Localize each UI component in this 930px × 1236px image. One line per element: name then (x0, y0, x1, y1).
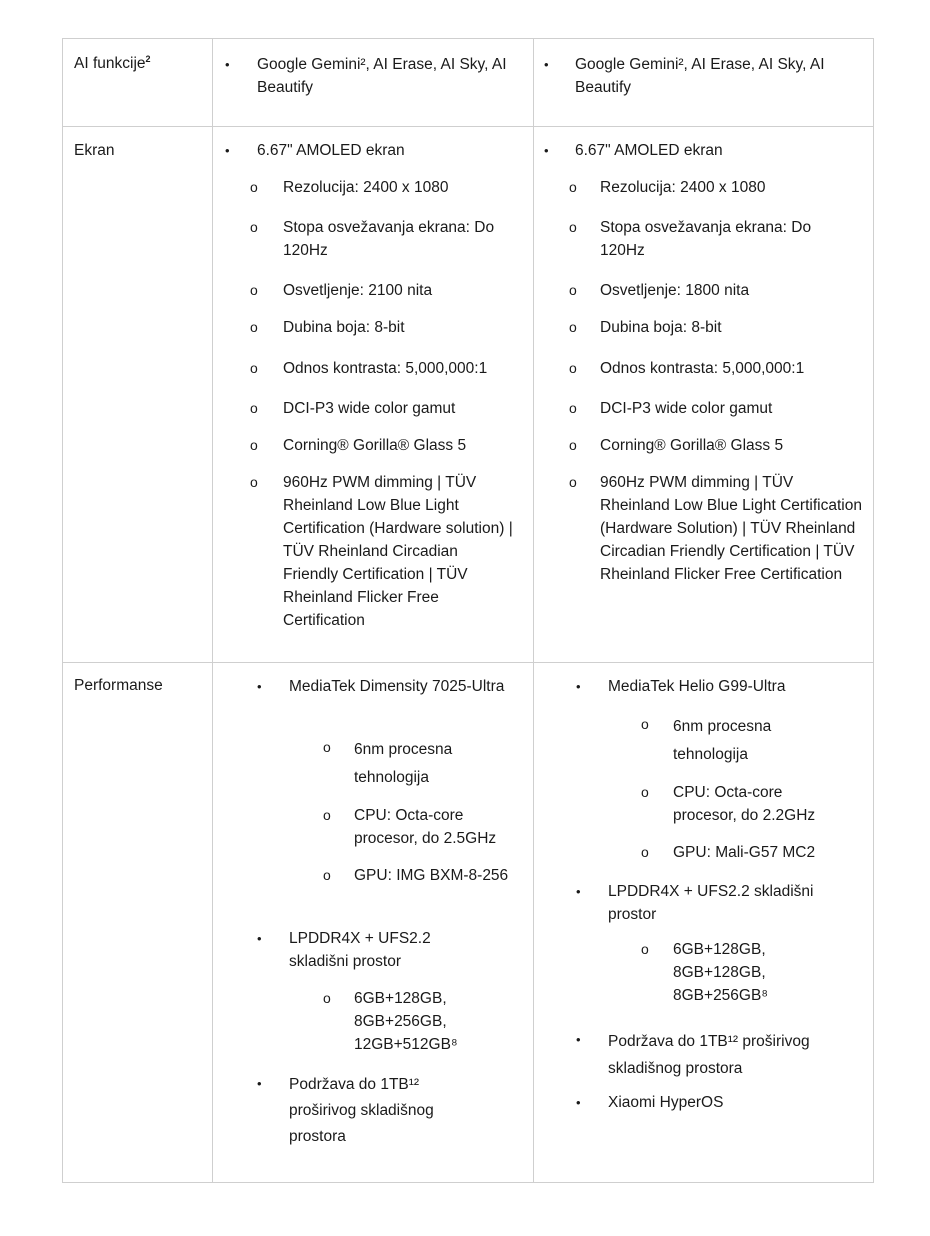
sub-bullet-icon: o (569, 437, 577, 453)
chipset: MediaTek Helio G99-Ultra (608, 678, 786, 695)
sub-bullet-icon: o (641, 941, 649, 957)
label-superscript: 2 (145, 54, 151, 64)
sub-bullet-icon: o (250, 282, 258, 298)
memory: LPDDR4X + UFS2.2 skladišni prostor (608, 883, 814, 923)
display-spec: Corning® Gorilla® Glass 5 (600, 437, 784, 454)
display-main: 6.67" AMOLED ekran (575, 142, 723, 159)
left-cell (213, 39, 534, 127)
display-spec: DCI-P3 wide color gamut (283, 400, 456, 417)
sub-bullet-icon: o (641, 844, 649, 860)
memory-options: 6GB+128GB, 8GB+128GB, 8GB+256GB⁸ (673, 941, 768, 1004)
bullet-icon: • (544, 57, 549, 72)
row-display (63, 127, 874, 663)
storage-expansion: Podržava do 1TB¹² proširivog skladišnog prostora (608, 1033, 810, 1077)
sub-bullet-icon: o (569, 400, 577, 416)
sub-bullet-icon: o (250, 400, 258, 416)
operating-system: Xiaomi HyperOS (608, 1094, 724, 1111)
left-cell (213, 127, 534, 663)
row-label-cell (63, 127, 213, 663)
sub-bullet-icon: o (569, 474, 577, 490)
sub-bullet-icon: o (250, 219, 258, 235)
sub-bullet-icon: o (569, 219, 577, 235)
chipset-spec: CPU: Octa-core procesor, do 2.5GHz (354, 807, 497, 847)
bullet-icon: • (257, 931, 262, 946)
row-label: Performanse (74, 677, 163, 694)
bullet-icon: • (576, 1095, 581, 1110)
sub-bullet-icon: o (250, 179, 258, 195)
display-spec: Rezolucija: 2400 x 1080 (600, 179, 766, 196)
sub-bullet-icon: o (250, 437, 258, 453)
sub-bullet-icon: o (250, 474, 258, 490)
bullet-icon: • (576, 1032, 581, 1047)
display-spec: Osvetljenje: 1800 nita (600, 282, 750, 299)
display-spec: Odnos kontrasta: 5,000,000:1 (283, 360, 488, 377)
display-spec: Osvetljenje: 2100 nita (283, 282, 433, 299)
display-spec: Odnos kontrasta: 5,000,000:1 (600, 360, 805, 377)
sub-bullet-icon: o (250, 319, 258, 335)
display-spec: Dubina boja: 8-bit (600, 319, 722, 336)
chipset: MediaTek Dimensity 7025-Ultra (289, 678, 505, 695)
display-spec: Stopa osvežavanja ekrana: Do 120Hz (600, 219, 812, 259)
chipset-spec: CPU: Octa-core procesor, do 2.2GHz (673, 784, 816, 824)
sub-bullet-icon: o (323, 867, 331, 883)
sub-bullet-icon: o (641, 784, 649, 800)
chipset-spec: GPU: IMG BXM-8-256 (354, 867, 509, 884)
bullet-icon: • (576, 679, 581, 694)
chipset-spec: 6nm procesna tehnologija (354, 741, 453, 786)
sub-bullet-icon: o (250, 360, 258, 376)
sub-bullet-icon: o (569, 319, 577, 335)
storage-expansion: Podržava do 1TB¹² proširivog skladišnog prostora (289, 1076, 434, 1145)
chipset-spec: GPU: Mali-G57 MC2 (673, 844, 816, 861)
ai-features-text: Google Gemini², AI Erase, AI Sky, AI Beautify (575, 56, 825, 96)
memory: LPDDR4X + UFS2.2 skladišni prostor (289, 930, 431, 970)
display-spec: 960Hz PWM dimming | TÜV Rheinland Low Blue Light Certification (Hardware solution) | TÜV Rheinland Circadian Friendly Certification | TÜV Rheinland Flicker Free Certification (283, 474, 513, 629)
row-performance (63, 663, 874, 1183)
chipset-spec: 6nm procesna tehnologija (673, 718, 772, 763)
display-spec: Dubina boja: 8-bit (283, 319, 405, 336)
memory-options: 6GB+128GB, 8GB+256GB, 12GB+512GB⁸ (354, 990, 458, 1053)
row-ai-features (63, 39, 874, 127)
bullet-icon: • (225, 57, 230, 72)
bullet-icon: • (576, 884, 581, 899)
display-spec: 960Hz PWM dimming | TÜV Rheinland Low Blue Light Certification (Hardware Solution) | TÜV Rheinland Circadian Friendly Certification | TÜV Rheinland Flicker Free Certification (600, 474, 862, 583)
sub-bullet-icon: o (323, 739, 331, 755)
right-cell (534, 39, 874, 127)
left-cell (213, 663, 534, 1183)
bullet-icon: • (225, 143, 230, 158)
bullet-icon: • (257, 1076, 262, 1091)
display-main: 6.67" AMOLED ekran (257, 142, 405, 159)
row-label: Ekran (74, 142, 115, 159)
display-spec: Rezolucija: 2400 x 1080 (283, 179, 449, 196)
sub-bullet-icon: o (323, 990, 331, 1006)
spec-table (62, 38, 874, 1183)
row-label-cell (63, 39, 213, 127)
display-spec: DCI-P3 wide color gamut (600, 400, 773, 417)
sub-bullet-icon: o (323, 807, 331, 823)
right-cell (534, 127, 874, 663)
bullet-icon: • (257, 679, 262, 694)
sub-bullet-icon: o (569, 179, 577, 195)
sub-bullet-icon: o (569, 282, 577, 298)
ai-features-text: Google Gemini², AI Erase, AI Sky, AI Beautify (257, 56, 507, 96)
bullet-icon: • (544, 143, 549, 158)
row-label: AI funkcije (74, 55, 146, 72)
sub-bullet-icon: o (641, 716, 649, 732)
display-spec: Stopa osvežavanja ekrana: Do 120Hz (283, 219, 495, 259)
right-cell (534, 663, 874, 1183)
sub-bullet-icon: o (569, 360, 577, 376)
row-label-cell (63, 663, 213, 1183)
display-spec: Corning® Gorilla® Glass 5 (283, 437, 467, 454)
